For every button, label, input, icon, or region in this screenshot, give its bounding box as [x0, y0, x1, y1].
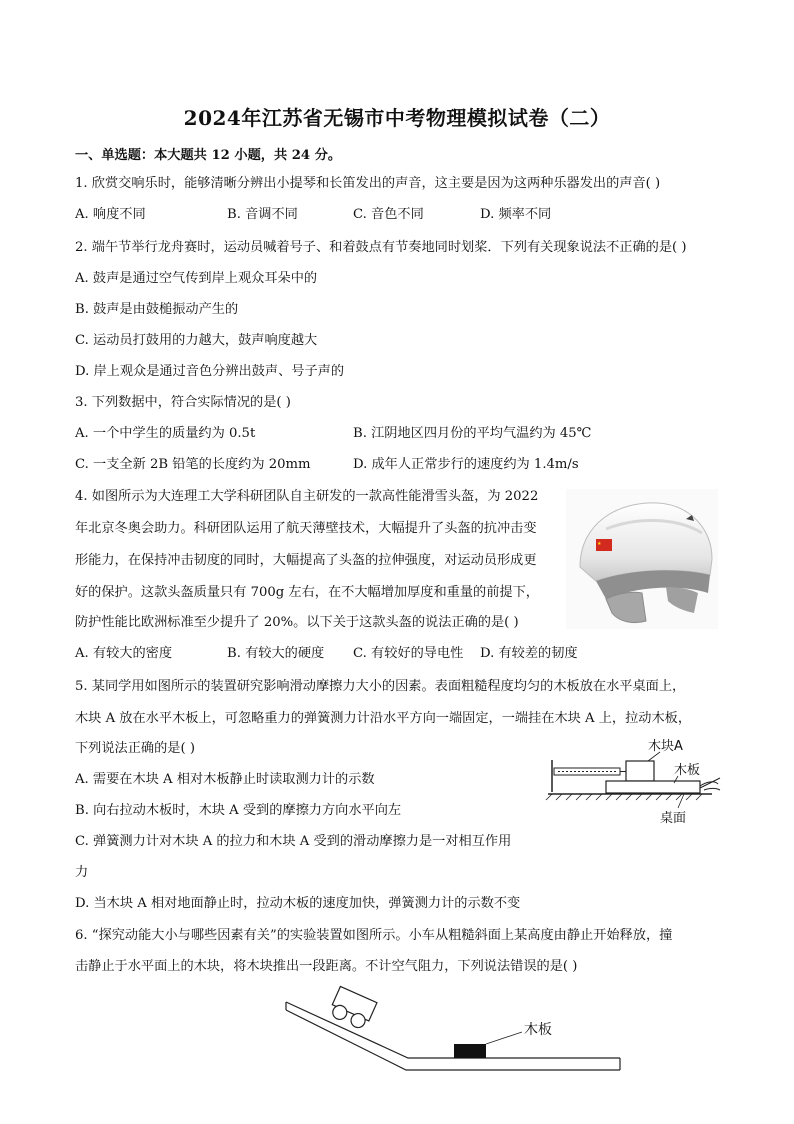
q4-line-4: 好的保护。这款头盔质量只有 700g 左右，在不大幅增加厚度和重量的前提下，: [75, 585, 539, 600]
section-heading: 一、单选题：本大题共 12 小题，共 24 分。: [75, 148, 342, 163]
q2-stem: 2. 端午节举行龙舟赛时，运动员喊着号子、和着鼓点有节奏地同时划桨．下列有关现象说法不正确的是( ): [75, 240, 687, 255]
board: [606, 781, 700, 793]
hand-icon: [700, 778, 720, 790]
q3-stem: 3. 下列数据中，符合实际情况的是( ): [75, 395, 291, 410]
q3-option-a: A. 一个中学生的质量约为 0.5t: [75, 426, 256, 441]
ski-helmet-illustration: [566, 489, 718, 629]
kinetic-energy-figure: [282, 980, 622, 1072]
q3-option-d: D. 成年人正常步行的速度约为 1.4m/s: [353, 457, 579, 472]
q5-line-1: 5. 某同学用如图所示的装置研究影响滑动摩擦力大小的因素。表面粗糙程度均匀的木板放在水平桌面上，: [75, 679, 686, 694]
q5-option-d: D. 当木块 A 相对地面静止时，拉动木板的速度加快，弹簧测力计的示数不变: [75, 896, 521, 911]
exam-title: 2024年江苏省无锡市中考物理模拟试卷（二）: [183, 106, 611, 130]
q4-option-a: A. 有较大的密度: [75, 646, 173, 661]
q1-option-a: A. 响度不同: [75, 207, 146, 222]
q1-stem: 1. 欣赏交响乐时，能够清晰分辨出小提琴和长笛发出的声音，这主要是因为这两种乐器发出的声音( ): [75, 176, 661, 191]
q5-option-b: B. 向右拉动木板时，木块 A 受到的摩擦力方向水平向左: [75, 803, 402, 818]
q2-option-b: B. 鼓声是由鼓槌振动产生的: [75, 302, 239, 317]
q5-option-a: A. 需要在木块 A 相对木板静止时读取测力计的示数: [75, 772, 375, 787]
q4-line-2: 年北京冬奥会助力。科研团队运用了航天薄壁技术，大幅提升了头盔的抗冲击变: [75, 521, 537, 536]
q4-option-d: D. 有较差的韧度: [480, 646, 578, 661]
label-desk: 桌面: [660, 811, 687, 826]
q3-option-c: C. 一支全新 2B 铅笔的长度约为 20mm: [75, 457, 311, 472]
q5-line-2: 木块 A 放在水平木板上，可忽略重力的弹簧测力计沿水平方向一端固定，一端挂在木块 A 上，拉动木板，: [75, 711, 692, 726]
q1-option-b: B. 音调不同: [227, 207, 298, 222]
q6-line-1: 6. “探究动能大小与哪些因素有关”的实验装置如图所示。小车从粗糙斜面上某高度由静止开始释放，撞: [75, 928, 673, 943]
q1-option-d: D. 频率不同: [480, 207, 552, 222]
q5-line-3: 下列说法正确的是( ): [75, 741, 195, 756]
q2-option-c: C. 运动员打鼓用的力越大，鼓声响度越大: [75, 333, 318, 348]
label-block-a: 木块A: [648, 739, 683, 754]
svg-text:★: ★: [597, 541, 602, 547]
q4-option-c: C. 有较好的导电性: [353, 646, 464, 661]
q2-option-d: D. 岸上观众是通过音色分辨出鼓声、号子声的: [75, 364, 345, 379]
block-a: [626, 761, 654, 781]
q5-option-c-cont: 力: [75, 865, 89, 880]
q1-option-c: C. 音色不同: [353, 207, 424, 222]
q4-option-b: B. 有较大的硬度: [227, 646, 325, 661]
label-board-6: 木板: [524, 1022, 552, 1038]
label-board: 木板: [674, 763, 701, 778]
q4-line-1: 4. 如图所示为大连理工大学科研团队自主研发的一款高性能滑雪头盔，为 2022: [75, 489, 539, 504]
q5-option-c: C. 弹簧测力计对木块 A 的拉力和木块 A 受到的滑动摩擦力是一对相互作用: [75, 834, 512, 849]
q2-option-a: A. 鼓声是通过空气传到岸上观众耳朵中的: [75, 271, 318, 286]
ski-helmet-image: [566, 489, 718, 629]
wood-block: [454, 1044, 486, 1058]
q4-line-5: 防护性能比欧洲标准至少提升了 20%。以下关于这款头盔的说法正确的是( ): [75, 615, 519, 630]
q4-line-3: 形能力，在保持冲击韧度的同时，大幅提高了头盔的拉伸强度，对运动员形成更: [75, 553, 537, 568]
friction-experiment-figure: [544, 736, 722, 828]
q3-option-b: B. 江阴地区四月份的平均气温约为 45℃: [353, 426, 592, 441]
q6-line-2: 击静止于水平面上的木块，将木块推出一段距离。不计空气阻力，下列说法错误的是( ): [75, 959, 578, 974]
